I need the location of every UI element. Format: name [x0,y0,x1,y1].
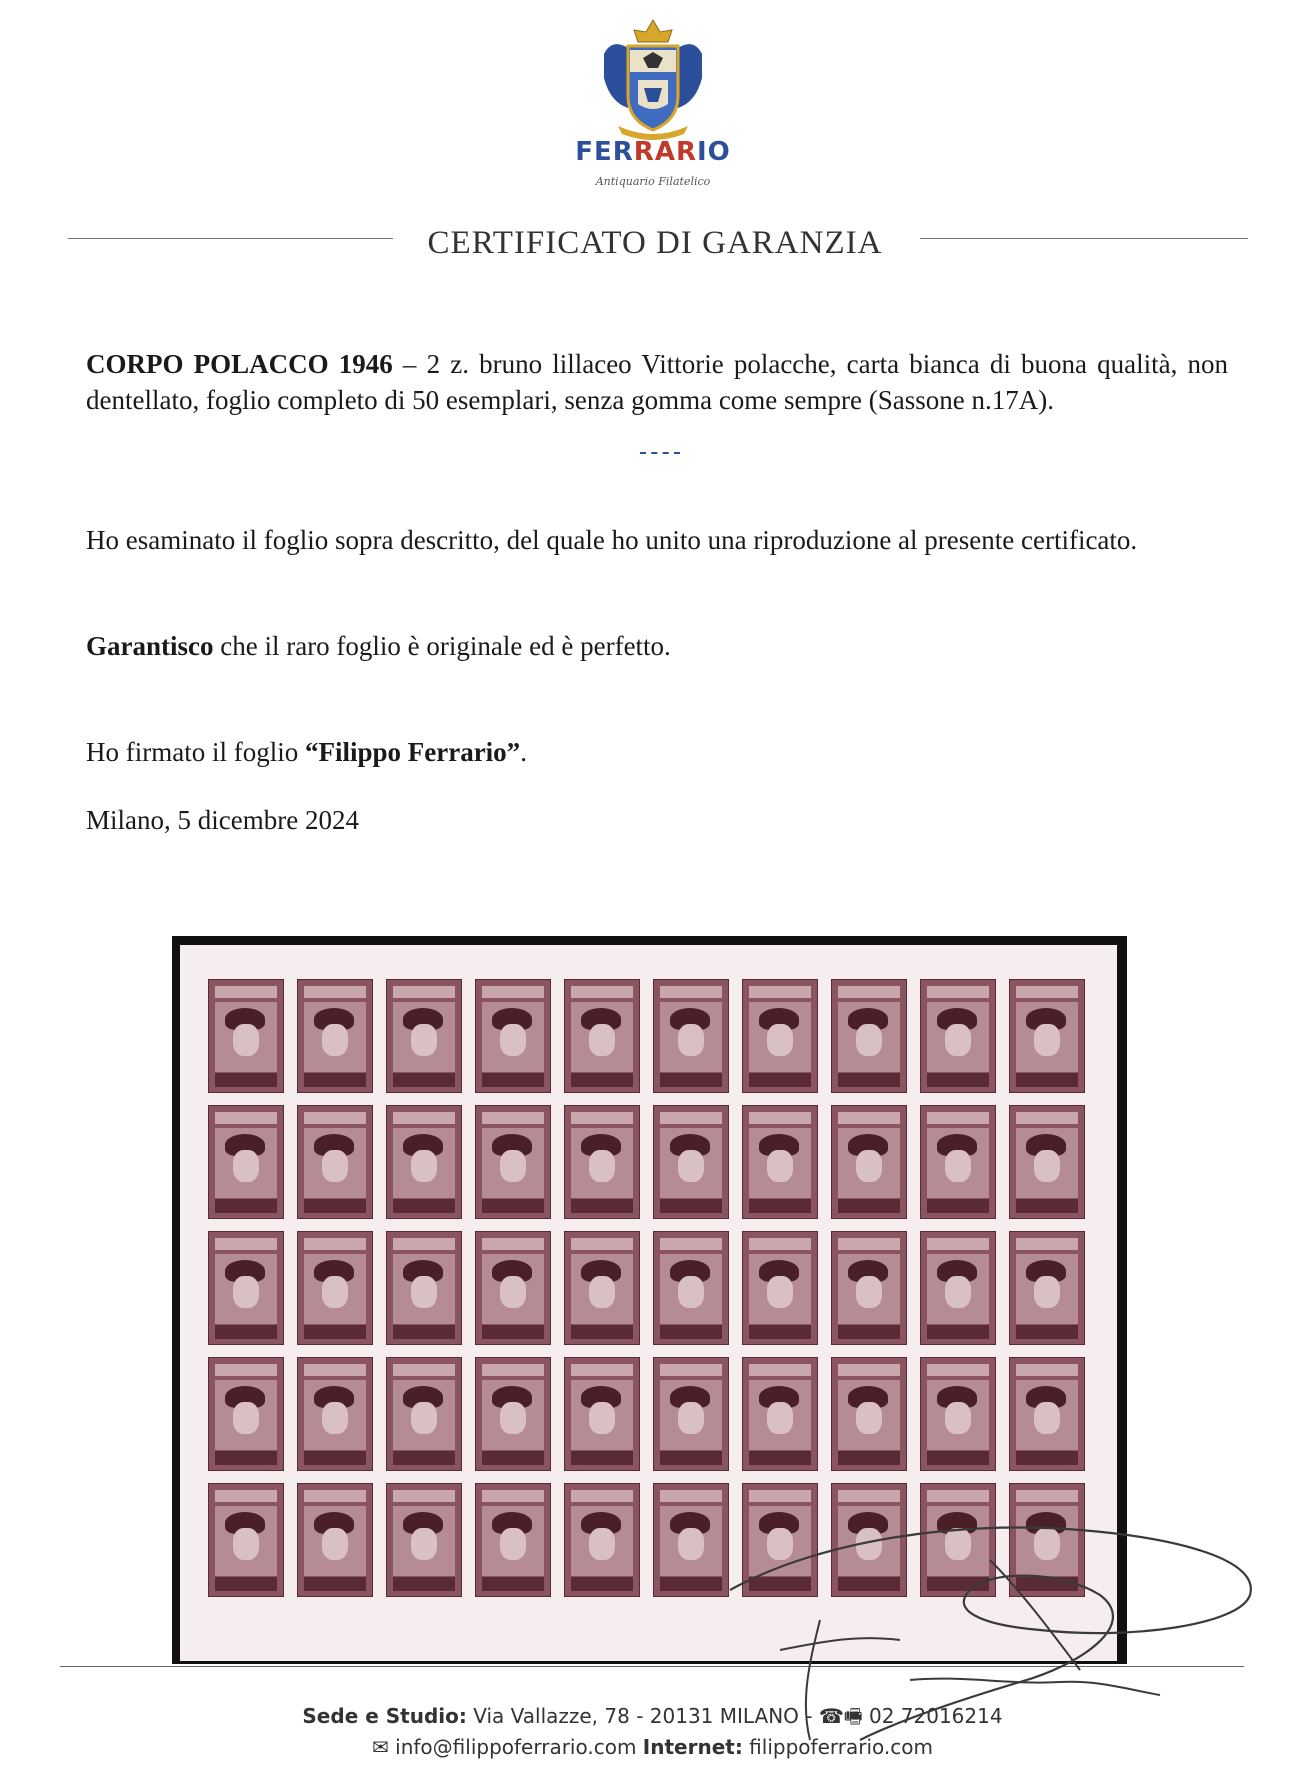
company-logo [560,14,746,188]
stamp-description-body: – 2 z. bruno lillaceo Vittorie polacche, carta bianca di buona qualità, non dentellato, foglio completo di 50 esemplari, senza gomma come sempre (Sassone n.17A). [86,349,1228,415]
stamp-item [653,1357,729,1471]
stamp-item [475,1105,551,1219]
stamp-item [831,1105,907,1219]
stamp-item [564,979,640,1093]
stamp-item [831,979,907,1093]
stamp-item [831,1357,907,1471]
stamp-item [1009,1483,1085,1597]
stamp-item [208,1231,284,1345]
stamp-item [742,979,818,1093]
stamp-item [920,1357,996,1471]
place-and-date: Milano, 5 dicembre 2024 [86,805,359,835]
stamp-item [208,1357,284,1471]
stamp-item [297,979,373,1093]
certificate-title: CERTIFICATO DI GARANZIA [427,225,883,261]
stamp-item [475,1483,551,1597]
website-link[interactable]: filippoferrario.com [742,1735,933,1759]
stamp-item [920,1231,996,1345]
signature-statement [86,734,1228,770]
stamp-item [386,979,462,1093]
stamp-item [920,1105,996,1219]
footer-rule [60,1666,1244,1667]
logo-wordmark: FERRARIO [575,137,731,167]
address-text: Via Vallazze, 78 - 20131 MILANO - ☎🖷 02 72016214 [466,1704,1003,1728]
coat-of-arms-icon [598,18,708,142]
stamp-item [475,1357,551,1471]
stamp-item [475,979,551,1093]
signature-statement-post: . [520,737,527,767]
stamp-sheet-image [180,945,1117,1661]
signature-statement-pre: Ho firmato il foglio [86,737,305,767]
separator-dashes [640,452,680,454]
stamp-item [386,1105,462,1219]
stamp-item [386,1231,462,1345]
stamp-item [564,1357,640,1471]
stamp-item [831,1231,907,1345]
signer-name: “Filippo Ferrario” [304,737,521,767]
studio-label: Sede e Studio: [302,1704,467,1728]
stamp-item [564,1231,640,1345]
email-icon: ✉ [372,1735,389,1759]
stamp-item [475,1231,551,1345]
stamp-item [386,1483,462,1597]
stamp-item [386,1357,462,1471]
stamp-item [742,1483,818,1597]
email-link[interactable]: info@filippoferrario.com [395,1735,637,1759]
stamp-item [297,1231,373,1345]
stamp-item [564,1483,640,1597]
stamp-item [297,1483,373,1597]
guarantee-lead: Garantisco [86,631,214,661]
stamp-item [653,979,729,1093]
stamp-description [86,346,1228,418]
stamp-item [297,1105,373,1219]
stamp-item [1009,1105,1085,1219]
stamp-item [208,1483,284,1597]
stamp-item [920,1483,996,1597]
stamp-item [1009,979,1085,1093]
footer-contacts [0,1735,1305,1759]
stamp-description-lead: CORPO POLACCO 1946 [86,349,393,379]
stamp-item [742,1231,818,1345]
stamp-item [208,1105,284,1219]
stamp-item [653,1231,729,1345]
stamp-item [564,1105,640,1219]
stamp-item [297,1357,373,1471]
title-rule-right [920,238,1248,239]
internet-label: Internet: [642,1735,743,1759]
logo-tagline: Antiquario Filatelico [595,175,711,188]
stamp-item [653,1483,729,1597]
stamp-item [742,1105,818,1219]
guarantee-statement [86,628,1228,664]
stamp-item [831,1483,907,1597]
stamp-item [208,979,284,1093]
stamp-item [920,979,996,1093]
stamp-item [742,1357,818,1471]
footer-address [0,1702,1305,1736]
stamp-item [653,1105,729,1219]
examination-statement: Ho esaminato il foglio sopra descritto, del quale ho unito una riproduzione al presente certificato. [86,525,1138,555]
stamp-item [1009,1231,1085,1345]
stamp-item [1009,1357,1085,1471]
title-rule-left [68,238,393,239]
guarantee-body: che il raro foglio è originale ed è perfetto. [213,631,671,661]
